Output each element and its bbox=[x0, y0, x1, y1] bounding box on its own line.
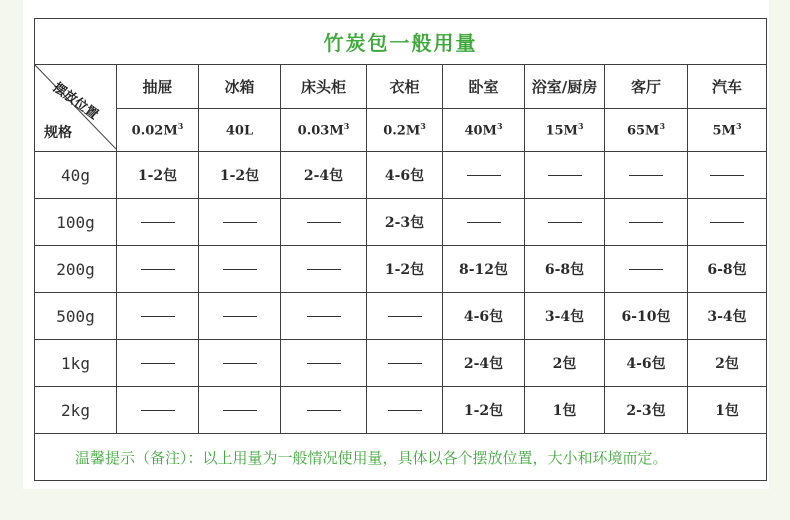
usage-value: 1-2包 bbox=[117, 152, 199, 199]
empty-cell bbox=[117, 387, 199, 434]
usage-value: 1-2包 bbox=[199, 152, 281, 199]
usage-value: 2-3包 bbox=[605, 387, 688, 434]
empty-cell bbox=[605, 246, 688, 293]
dash-mark bbox=[307, 363, 341, 364]
column-capacity bbox=[367, 109, 443, 152]
dash-mark bbox=[710, 222, 744, 223]
column-capacity bbox=[117, 109, 199, 152]
row-spec: 200g bbox=[35, 246, 117, 293]
table-row bbox=[35, 340, 767, 387]
row-spec: 500g bbox=[35, 293, 117, 340]
usage-value: 1-2包 bbox=[443, 387, 525, 434]
usage-value: 4-6包 bbox=[443, 293, 525, 340]
usage-value: 2包 bbox=[688, 340, 767, 387]
usage-value: 2-4包 bbox=[443, 340, 525, 387]
empty-cell bbox=[199, 199, 281, 246]
capacity-unit-exponent: 3 bbox=[177, 121, 184, 132]
note-text: 温馨提示（备注）：以上用量为一般情况使用量，具体以各个摆放位置，大小和环境而定。 bbox=[35, 434, 767, 481]
dash-mark bbox=[388, 363, 422, 364]
empty-cell bbox=[525, 152, 605, 199]
usage-value: 8-12包 bbox=[443, 246, 525, 293]
usage-value: 3-4包 bbox=[525, 293, 605, 340]
capacity-unit-exponent: 3 bbox=[496, 121, 503, 132]
column-header: 衣柜 bbox=[367, 65, 443, 109]
dash-mark bbox=[307, 222, 341, 223]
dash-mark bbox=[223, 222, 257, 223]
dash-mark bbox=[307, 269, 341, 270]
row-spec: 40g bbox=[35, 152, 117, 199]
empty-cell bbox=[199, 293, 281, 340]
empty-cell bbox=[281, 199, 367, 246]
dash-mark bbox=[307, 410, 341, 411]
corner-spec-label: 规格 bbox=[44, 125, 72, 141]
dash-mark bbox=[141, 222, 175, 223]
table-row bbox=[35, 293, 767, 340]
empty-cell bbox=[281, 340, 367, 387]
capacity-value: 40L bbox=[225, 123, 254, 139]
capacity-value: 15M bbox=[545, 123, 578, 139]
usage-value: 4-6包 bbox=[367, 152, 443, 199]
empty-cell bbox=[525, 199, 605, 246]
column-header: 床头柜 bbox=[281, 65, 367, 109]
usage-value: 2-3包 bbox=[367, 199, 443, 246]
empty-cell bbox=[281, 293, 367, 340]
empty-cell bbox=[117, 340, 199, 387]
column-header: 卧室 bbox=[443, 65, 525, 109]
table-row bbox=[35, 199, 767, 246]
empty-cell bbox=[199, 387, 281, 434]
corner-location-label: 摆放位置 bbox=[49, 80, 101, 123]
dash-mark bbox=[141, 363, 175, 364]
usage-value: 1包 bbox=[525, 387, 605, 434]
dash-mark bbox=[548, 175, 582, 176]
dash-mark bbox=[467, 175, 501, 176]
empty-cell bbox=[199, 340, 281, 387]
empty-cell bbox=[281, 387, 367, 434]
empty-cell bbox=[117, 246, 199, 293]
usage-value: 6-10包 bbox=[605, 293, 688, 340]
dash-mark bbox=[141, 410, 175, 411]
dash-mark bbox=[223, 410, 257, 411]
column-capacity bbox=[281, 109, 367, 152]
column-capacity bbox=[443, 109, 525, 152]
column-capacity bbox=[688, 109, 767, 152]
dash-mark bbox=[223, 269, 257, 270]
table-row bbox=[35, 246, 767, 293]
capacity-value: 0.03M bbox=[297, 123, 344, 139]
column-header: 冰箱 bbox=[199, 65, 281, 109]
dash-mark bbox=[710, 175, 744, 176]
empty-cell bbox=[117, 199, 199, 246]
empty-cell bbox=[367, 293, 443, 340]
empty-cell bbox=[117, 293, 199, 340]
dash-mark bbox=[141, 316, 175, 317]
usage-value: 1-2包 bbox=[367, 246, 443, 293]
empty-cell bbox=[688, 199, 767, 246]
capacity-unit-exponent: 3 bbox=[577, 121, 584, 132]
column-capacity bbox=[199, 109, 281, 152]
dash-mark bbox=[629, 175, 663, 176]
dash-mark bbox=[629, 269, 663, 270]
usage-value: 2包 bbox=[525, 340, 605, 387]
table-row bbox=[35, 152, 767, 199]
dash-mark bbox=[388, 410, 422, 411]
capacity-value: 0.02M bbox=[131, 123, 178, 139]
empty-cell bbox=[605, 199, 688, 246]
empty-cell bbox=[443, 152, 525, 199]
column-header: 抽屉 bbox=[117, 65, 199, 109]
dash-mark bbox=[548, 222, 582, 223]
usage-value: 6-8包 bbox=[525, 246, 605, 293]
row-spec: 2kg bbox=[35, 387, 117, 434]
empty-cell bbox=[605, 152, 688, 199]
column-header: 客厅 bbox=[605, 65, 688, 109]
usage-value: 1包 bbox=[688, 387, 767, 434]
corner-header bbox=[35, 65, 117, 152]
usage-value: 3-4包 bbox=[688, 293, 767, 340]
column-header: 汽车 bbox=[688, 65, 767, 109]
usage-value: 2-4包 bbox=[281, 152, 367, 199]
capacity-value: 5M bbox=[712, 123, 736, 139]
dash-mark bbox=[307, 316, 341, 317]
capacity-unit-exponent: 3 bbox=[659, 121, 666, 132]
table-row bbox=[35, 387, 767, 434]
capacity-unit-exponent: 3 bbox=[420, 121, 426, 132]
empty-cell bbox=[367, 387, 443, 434]
dash-mark bbox=[467, 222, 501, 223]
empty-cell bbox=[443, 199, 525, 246]
empty-cell bbox=[281, 246, 367, 293]
dash-mark bbox=[223, 363, 257, 364]
usage-value: 6-8包 bbox=[688, 246, 767, 293]
empty-cell bbox=[199, 246, 281, 293]
column-header: 浴室/厨房 bbox=[525, 65, 605, 109]
dash-mark bbox=[223, 316, 257, 317]
capacity-value: 0.2M bbox=[383, 123, 421, 139]
column-capacity bbox=[605, 109, 688, 152]
capacity-value: 40M bbox=[464, 123, 497, 139]
empty-cell bbox=[688, 152, 767, 199]
dash-mark bbox=[388, 316, 422, 317]
usage-table bbox=[34, 18, 767, 481]
capacity-unit-exponent: 3 bbox=[343, 121, 350, 132]
empty-cell bbox=[367, 340, 443, 387]
page-title: 竹炭包一般用量 bbox=[35, 19, 767, 65]
dash-mark bbox=[629, 222, 663, 223]
capacity-unit-exponent: 3 bbox=[735, 121, 742, 132]
column-capacity bbox=[525, 109, 605, 152]
row-spec: 100g bbox=[35, 199, 117, 246]
capacity-value: 65M bbox=[626, 123, 660, 139]
dash-mark bbox=[141, 269, 175, 270]
row-spec: 1kg bbox=[35, 340, 117, 387]
usage-value: 4-6包 bbox=[605, 340, 688, 387]
